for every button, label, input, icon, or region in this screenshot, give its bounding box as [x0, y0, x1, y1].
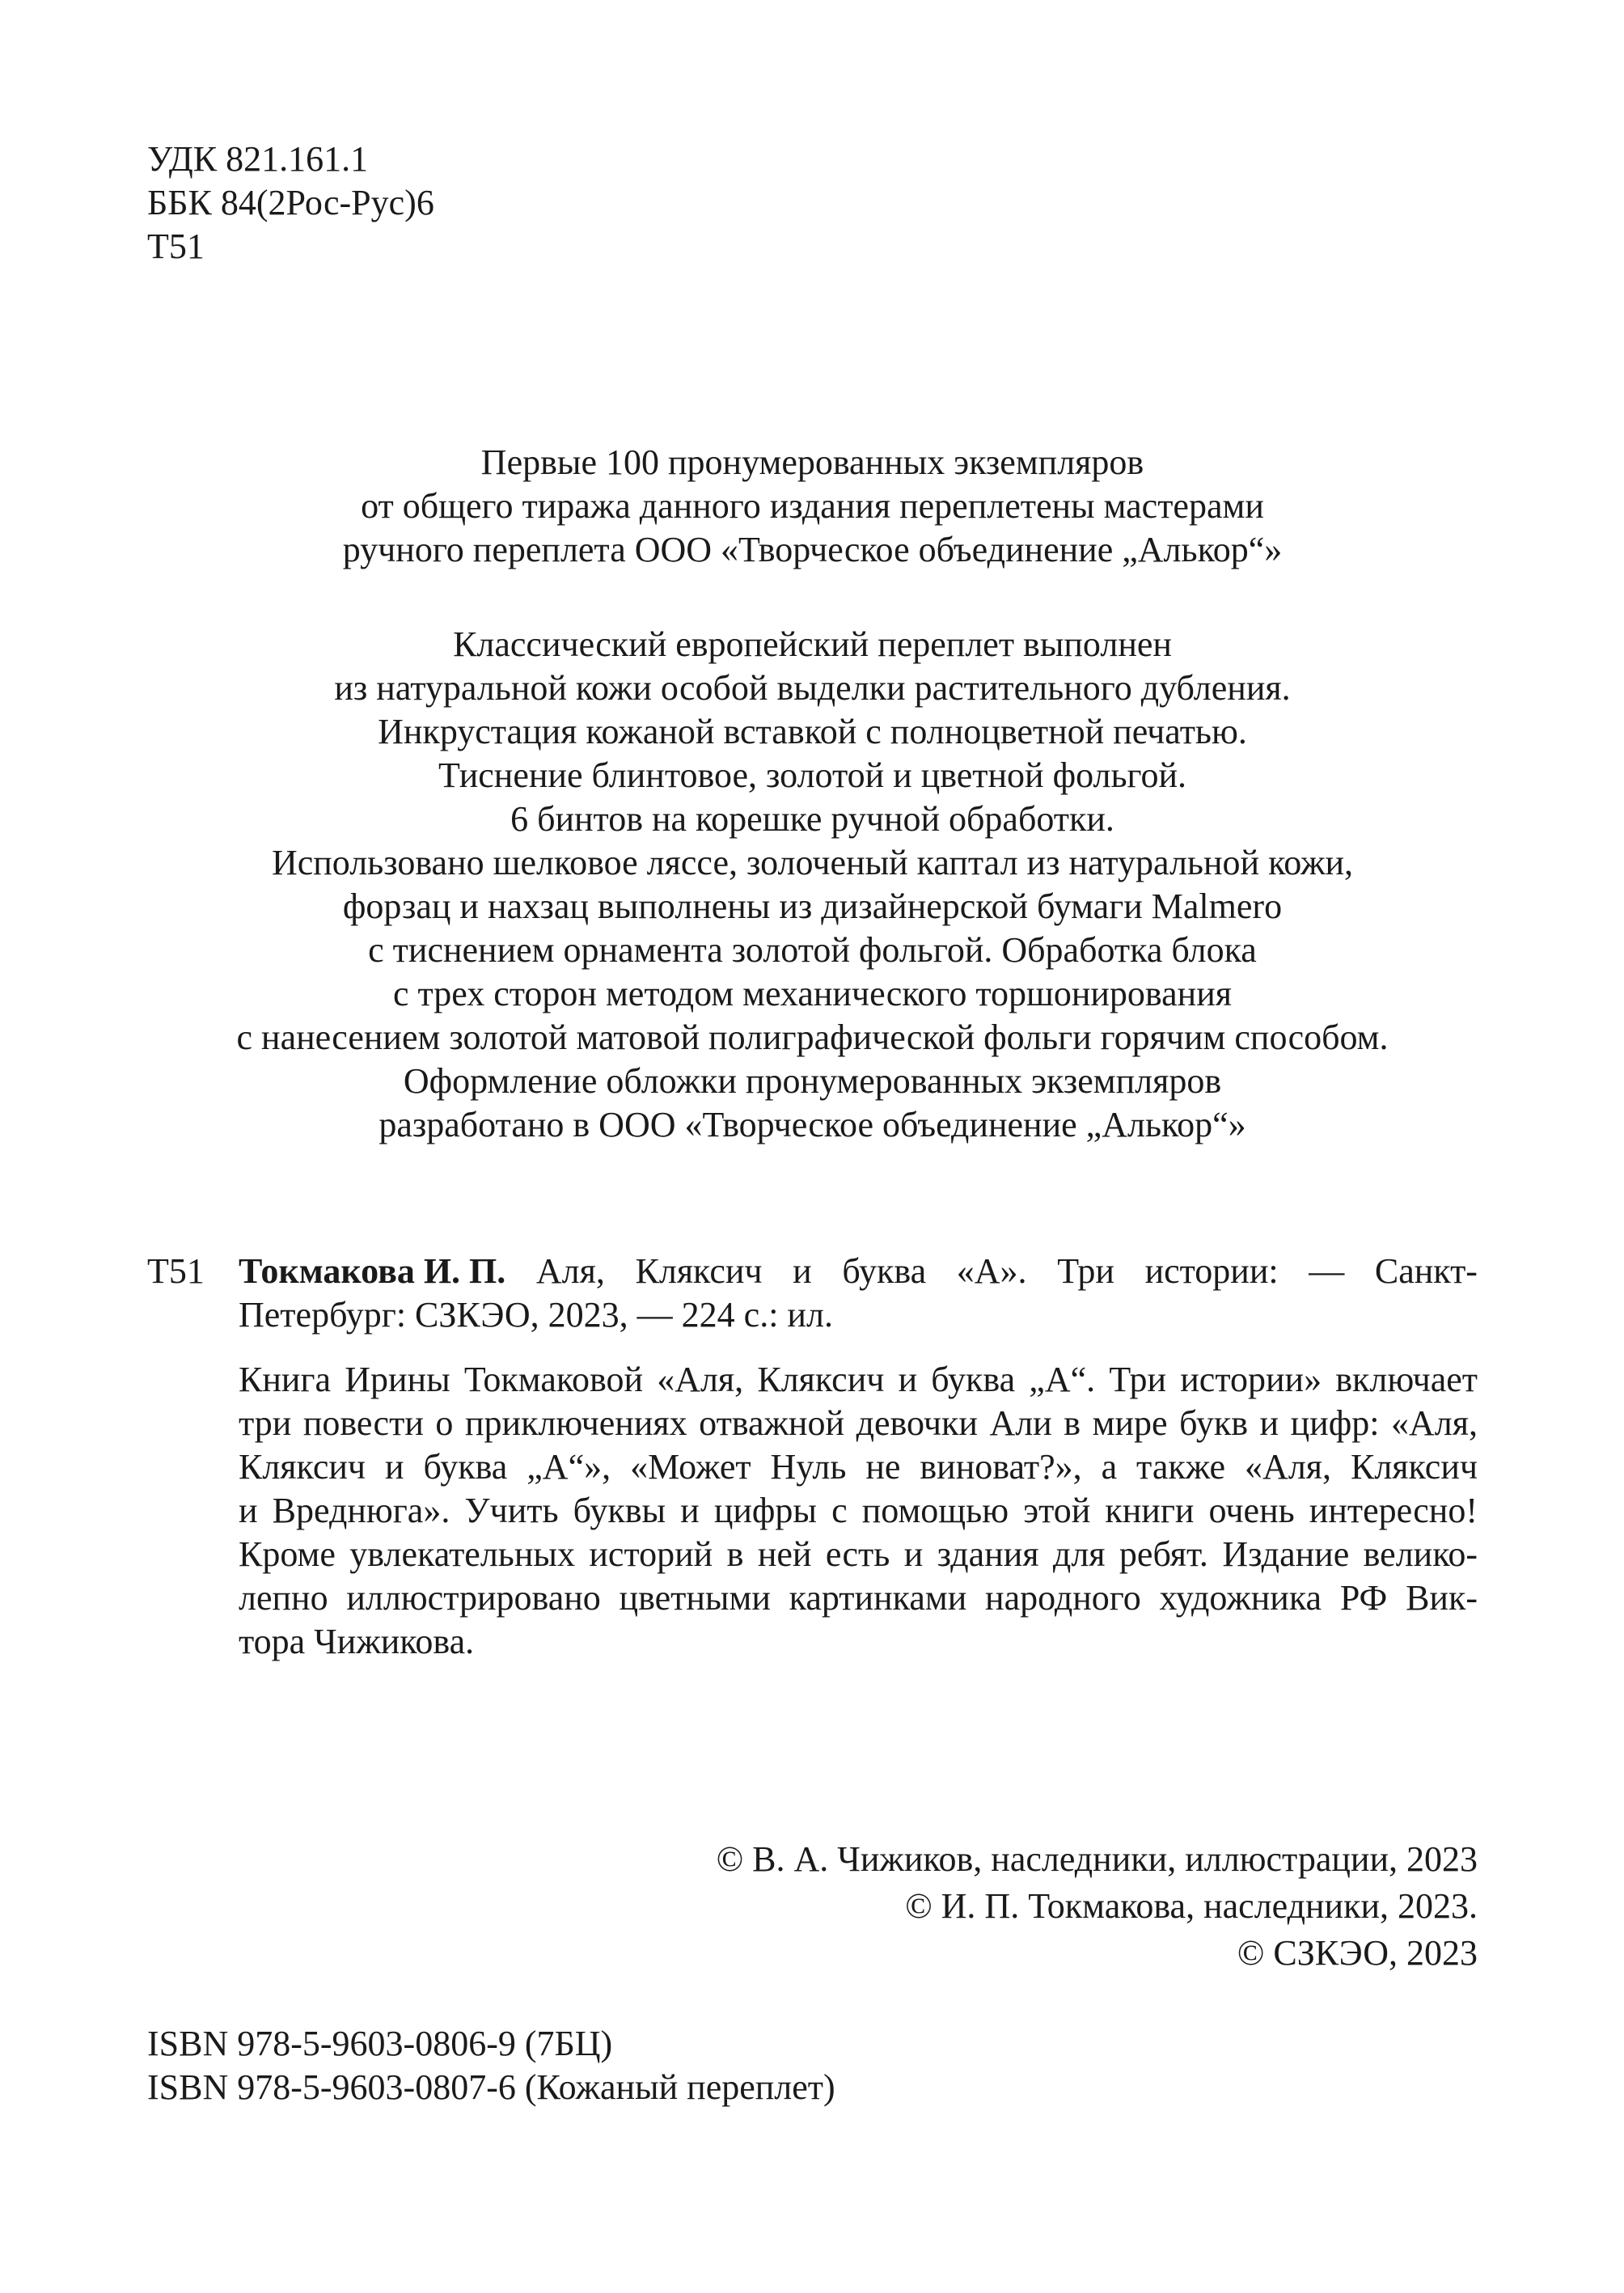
bbk-code: ББК 84(2Рос-Рус)6 — [147, 183, 434, 222]
copyright-block — [147, 1836, 1478, 1977]
isbn-line: ISBN 978-5-9603-0806-9 (7БЦ) — [147, 2024, 613, 2063]
bib-title-line — [239, 1250, 1478, 1293]
annotation — [239, 1358, 1478, 1664]
annotation-line: три повести о приключениях отважной девочки Али в мире букв и цифр: «Аля, — [239, 1403, 1478, 1443]
entry-author-sign: Т51 — [147, 1251, 205, 1291]
notice-line: от общего тиража данного издания переплетены мастерами — [361, 486, 1264, 526]
binding-line: с нанесением золотой матовой полиграфической фольги горячим способом. — [236, 1017, 1389, 1057]
copyright-line: © И. П. Токмакова, наследники, 2023. — [905, 1886, 1478, 1926]
bib-title-word: истории: — [1144, 1251, 1279, 1291]
notice-line: Первые 100 пронумерованных экземпляров — [480, 442, 1144, 482]
binding-line: Классический европейский переплет выполнен — [453, 624, 1172, 664]
copyright-line: © СЗКЭО, 2023 — [1237, 1933, 1478, 1973]
author-sign: Т51 — [147, 226, 205, 266]
bib-title-word: буква — [842, 1251, 927, 1291]
binding-line: с трех сторон методом механического торшонирования — [392, 974, 1232, 1013]
binding-description — [147, 623, 1478, 1147]
binding-line: разработано в ООО «Творческое объединение „Алькор“» — [379, 1105, 1246, 1144]
bib-title-word: Аля, — [535, 1251, 605, 1291]
annotation-line: лепно иллюстрировано цветными картинками народного художника РФ Вик- — [239, 1578, 1478, 1618]
bib-title-word: Кляксич — [635, 1251, 763, 1291]
annotation-line: Кляксич и буква „А“», «Может Нуль не виноват?», а также «Аля, Кляксич — [239, 1447, 1478, 1487]
annotation-line: и Вреднюга». Учить буквы и цифры с помощью этой книги очень интересно! — [239, 1491, 1478, 1530]
annotation-line: Кроме увлекательных историй в ней есть и здания для ребят. Издание велико- — [239, 1534, 1478, 1574]
annotation-line: тора Чижикова. — [239, 1622, 475, 1661]
isbn-block — [147, 2022, 1118, 2109]
binding-line: из натуральной кожи особой выделки растительного дубления. — [334, 668, 1291, 708]
binding-line: форзац и нахзац выполнены из дизайнерской бумаги Malmero — [342, 886, 1283, 926]
bib-title-word: Три — [1057, 1251, 1114, 1291]
bib-title-word: и — [793, 1251, 812, 1291]
isbn-line: ISBN 978-5-9603-0807-6 (Кожаный переплет) — [147, 2067, 835, 2107]
bib-title-word: — — [1309, 1251, 1345, 1291]
notice-line: ручного переплета ООО «Творческое объединение „Алькор“» — [342, 530, 1283, 569]
binding-line: Использовано шелковое ляссе, золоченый каптал из натуральной кожи, — [271, 843, 1354, 882]
bib-title-word: «А». — [956, 1251, 1027, 1291]
udk-code: УДК 821.161.1 — [147, 139, 369, 179]
copyright-line: © В. А. Чижиков, наследники, иллюстрации, 2023 — [716, 1839, 1478, 1879]
binding-line: 6 бинтов на корешке ручной обработки. — [510, 799, 1114, 839]
binding-line: Оформление обложки пронумерованных экземпляров — [403, 1061, 1222, 1101]
bib-author: Токмакова И. П. — [239, 1251, 506, 1291]
classification-codes — [147, 137, 713, 269]
binding-line: Тиснение блинтовое, золотой и цветной фольгой. — [438, 755, 1187, 795]
numbered-copies-notice — [147, 441, 1478, 572]
binding-line: с тиснением орнамента золотой фольгой. Обработка блока — [368, 930, 1257, 970]
bib-imprint-line: Петербург: СЗКЭО, 2023, — 224 с.: ил. — [239, 1295, 833, 1335]
binding-line: Инкрустация кожаной вставкой с полноцветной печатью. — [378, 712, 1247, 751]
entry-body — [239, 1250, 1478, 1664]
bib-title-word: Санкт- — [1374, 1251, 1478, 1291]
annotation-line: Книга Ирины Токмаковой «Аля, Кляксич и буква „А“. Три истории» включает — [239, 1360, 1478, 1399]
